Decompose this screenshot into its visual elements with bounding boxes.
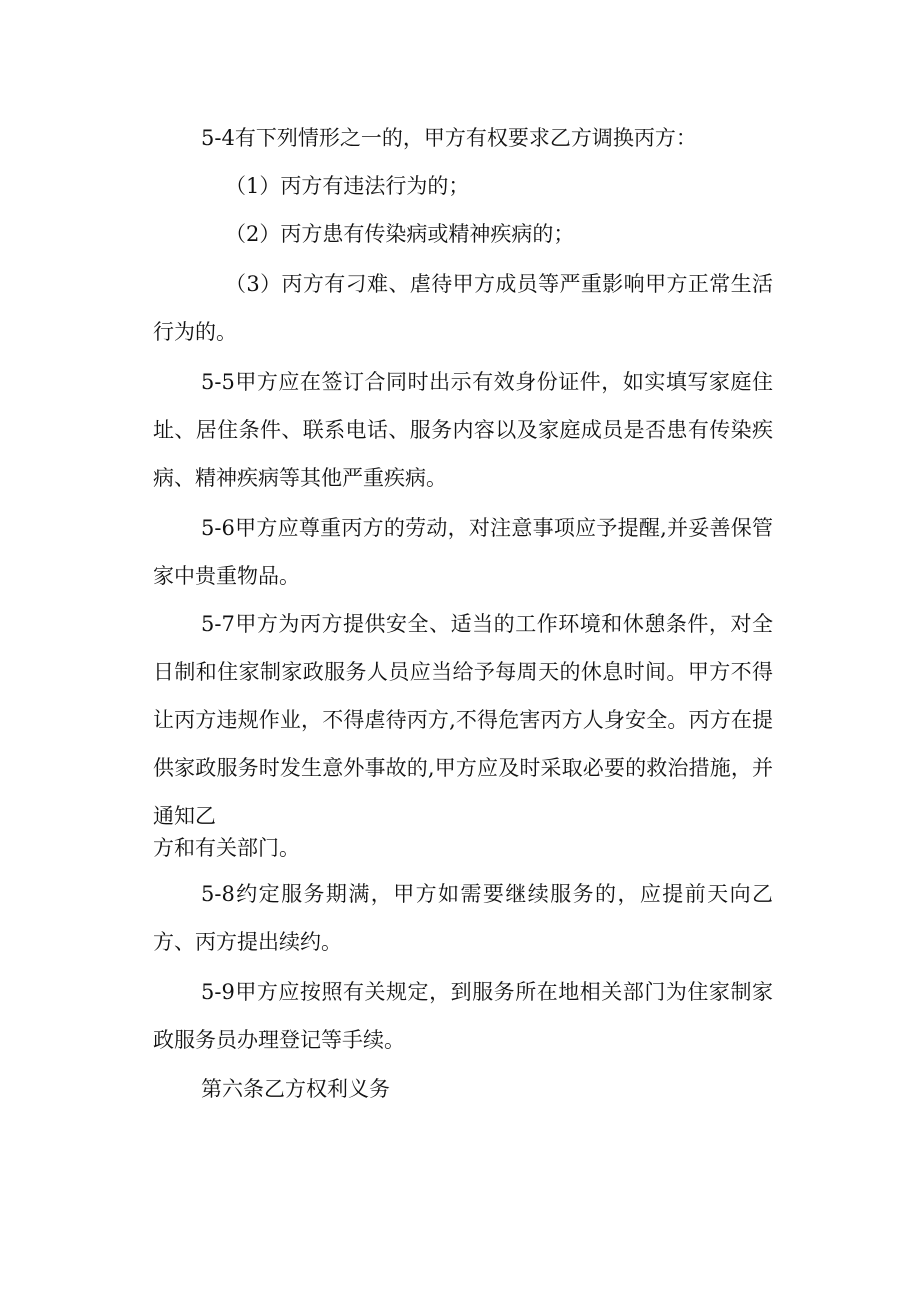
article-6-heading: 第六条乙方权利义务 [201, 1077, 390, 1101]
clause-5-4-item-2: （2）丙方患有传染病或精神疾病的； [225, 222, 575, 246]
clause-5-4-item-3: （3）丙方有刁难、虐待甲方成员等严重影响甲方正常生活行为的。 [153, 272, 773, 344]
clause-5-7: 5-7甲方为丙方提供安全、适当的工作环境和休憩条件，对全日制和住家制家政服务人员应当给予每周天的休息时间。甲方不得让丙方违规作业，不得虐待丙方,不得危害丙方人身安全。丙方在提供家政服务时发生意外事故的,甲方应及时采取必要的救治措施，并通知乙 [153, 612, 773, 828]
clause-5-4-item-1: （1）丙方有违法行为的； [225, 174, 470, 198]
clause-5-4: 5-4有下列情形之一的，甲方有权要求乙方调换丙方： [201, 126, 697, 150]
clause-5-6: 5-6甲方应尊重丙方的劳动，对注意事项应予提醒,并妥善保管家中贵重物品。 [153, 516, 773, 588]
clause-5-8: 5-8约定服务期满，甲方如需要继续服务的，应提前天向乙方、丙方提出续约。 [153, 882, 773, 954]
clause-5-5: 5-5甲方应在签订合同时出示有效身份证件，如实填写家庭住址、居住条件、联系电话、服务内容以及家庭成员是否患有传染疾病、精神疾病等其他严重疾病。 [153, 370, 773, 490]
clause-5-7-continued: 方和有关部门。 [153, 836, 300, 860]
clause-5-9: 5-9甲方应按照有关规定，到服务所在地相关部门为住家制家政服务员办理登记等手续。 [153, 980, 773, 1052]
